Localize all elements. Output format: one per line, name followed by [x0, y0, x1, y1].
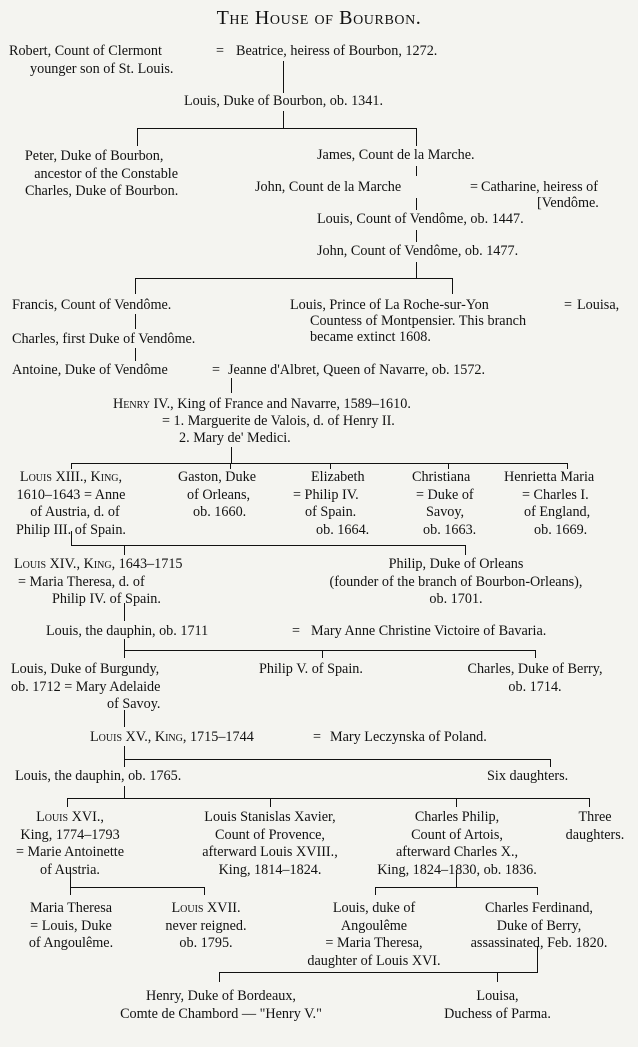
node-louisa-montpensier-line3: became extinct 1608. — [310, 329, 431, 345]
node-gaston: Gaston, Duke of Orleans, ob. 1660. — [178, 469, 257, 520]
node-elizabeth: Elizabeth = Philip IV. of Spain. ob. 1664. — [293, 469, 370, 538]
node-louis-xiii: Louis XIII., King, 1610–1643 = Anne of Austria, d. of Philip III. of Spain. — [16, 469, 126, 538]
node-henry-iv-wife1: = 1. Marguerite de Valois, d. of Henry II. — [162, 413, 395, 429]
node-beatrice: Beatrice, heiress of Bourbon, 1272. — [236, 43, 438, 59]
node-john-marche: John, Count de la Marche — [255, 179, 402, 195]
marriage-sign: = — [216, 43, 225, 59]
node-louis-xvii: Louis XVII. never reigned. ob. 1795. — [165, 900, 247, 951]
node-louisa-montpensier-line2: Countess of Montpensier. This branch — [310, 313, 527, 329]
node-antoine: Antoine, Duke of Vendôme — [12, 362, 168, 378]
node-angouleme: Louis, duke of Angoulême = Maria Theresa, daughter of Louis XVI. — [307, 900, 441, 969]
node-dauphin-1711: Louis, the dauphin, ob. 1711 — [46, 623, 209, 639]
node-louis-xiv: Louis XIV., King, 1643–1715 = Maria Theresa, d. of Philip IV. of Spain. — [14, 556, 183, 607]
node-louis-roche: Louis, Prince of La Roche-sur-Yon — [290, 297, 489, 313]
node-burgundy: Louis, Duke of Burgundy, ob. 1712 = Mary Adelaide of Savoy. — [11, 661, 161, 712]
node-henry-iv-wife2: 2. Mary de' Medici. — [179, 430, 291, 446]
node-francis: Francis, Count of Vendôme. — [12, 297, 172, 313]
node-philip-v: Philip V. of Spain. — [259, 661, 363, 677]
node-louis-xv: Louis XV., King, 1715–1744 — [90, 729, 254, 745]
node-catharine-line2: [Vendôme. — [537, 195, 599, 211]
node-six-daughters: Six daughters. — [487, 768, 569, 784]
node-louis-count-vendome: Louis, Count of Vendôme, ob. 1447. — [317, 211, 524, 227]
node-charles-vendome: Charles, first Duke of Vendôme. — [12, 331, 196, 347]
node-maria-theresa: Maria Theresa = Louis, Duke of Angoulême. — [28, 900, 114, 951]
node-henry-iv: Henry IV., King of France and Navarre, 1589–1610. — [113, 396, 411, 412]
node-louis-xvi: Louis XVI., King, 1774–1793 = Marie Antoinette of Austria. — [15, 809, 125, 878]
marriage-sign: = — [564, 297, 573, 313]
node-john-count-vendome: John, Count of Vendôme, ob. 1477. — [317, 243, 519, 259]
node-mary-anne: Mary Anne Christine Victoire of Bavaria. — [311, 623, 547, 639]
marriage-sign: = — [212, 362, 221, 378]
node-charles-x: Charles Philip, Count of Artois, afterward Charles X., King, 1824–1830, ob. 1836. — [377, 809, 537, 878]
node-louisa-parma: Louisa, Duchess of Parma. — [444, 988, 551, 1022]
marriage-sign: = — [313, 729, 322, 745]
node-charles-ferdinand: Charles Ferdinand, Duke of Berry, assassinated, Feb. 1820. — [470, 900, 608, 951]
node-catharine: Catharine, heiress of — [481, 179, 599, 195]
node-dauphin-1765: Louis, the dauphin, ob. 1765. — [15, 768, 182, 784]
node-philip-orleans: Philip, Duke of Orleans (founder of the branch of Bourbon-Orleans), ob. 1701. — [329, 556, 583, 607]
page-title: The House of Bourbon. — [216, 7, 422, 29]
node-charles-berry: Charles, Duke of Berry, ob. 1714. — [467, 661, 603, 695]
node-henry-bordeaux: Henry, Duke of Bordeaux, Comte de Chambord — "Henry V." — [120, 988, 322, 1022]
node-james: James, Count de la Marche. — [317, 147, 475, 163]
node-henrietta: Henrietta Maria = Charles I. of England, ob. 1669. — [504, 469, 595, 538]
node-louis-duke-of-bourbon: Louis, Duke of Bourbon, ob. 1341. — [184, 93, 384, 109]
node-jeanne: Jeanne d'Albret, Queen of Navarre, ob. 1572. — [228, 362, 486, 378]
node-louis-xviii: Louis Stanislas Xavier, Count of Provence, afterward Louis XVIII., King, 1814–1824. — [202, 809, 338, 878]
node-louisa-montpensier: Louisa, — [577, 297, 620, 313]
node-mary-leczynska: Mary Leczynska of Poland. — [330, 729, 487, 745]
node-three-daughters: Three daughters. — [565, 809, 625, 843]
node-christiana: Christiana = Duke of Savoy, ob. 1663. — [412, 469, 477, 538]
node-peter: Peter, Duke of Bourbon, ancestor of the Constable Charles, Duke of Bourbon. — [24, 148, 179, 199]
marriage-sign: = — [292, 623, 301, 639]
marriage-sign: = — [470, 179, 479, 195]
